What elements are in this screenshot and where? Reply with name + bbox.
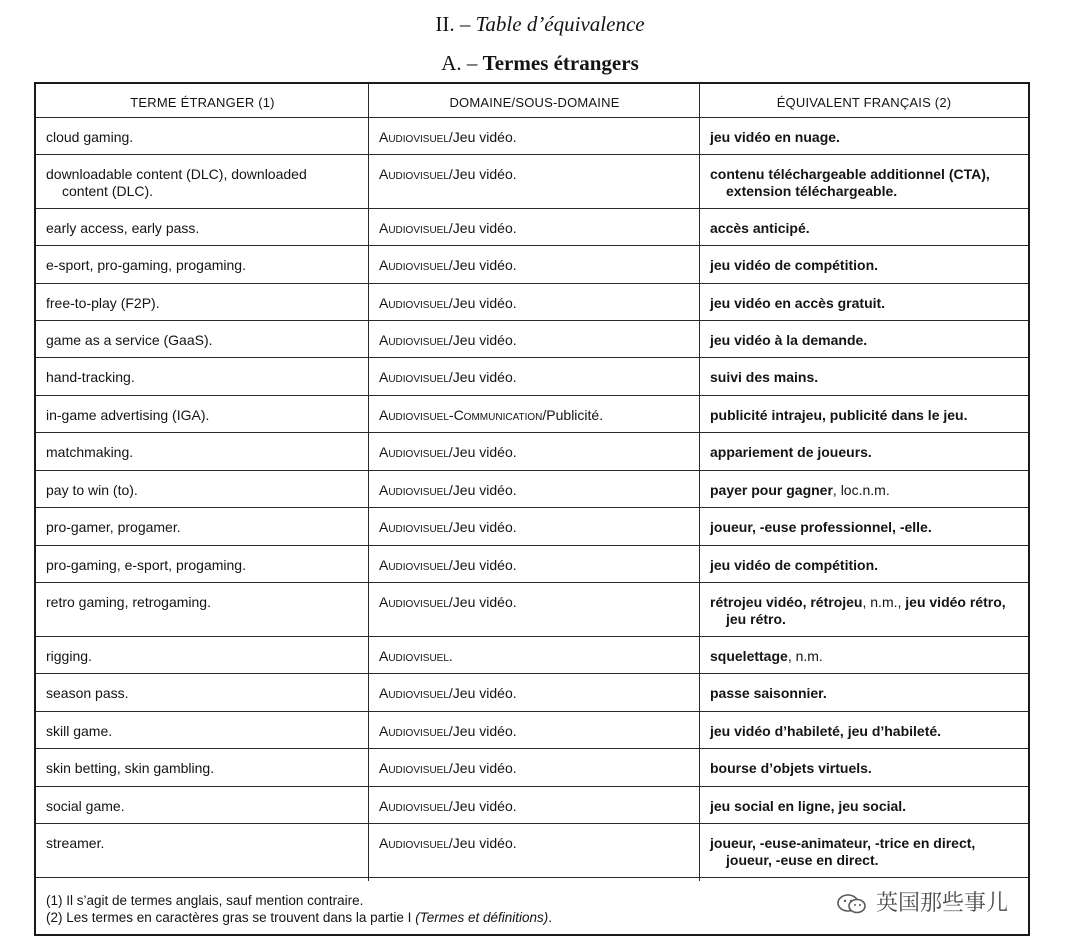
equivalent-cell xyxy=(700,711,1028,748)
equivalent-text: jeu vidéo à la demande. xyxy=(710,332,868,348)
equivalent-line xyxy=(710,685,1008,702)
equivalent-line xyxy=(710,835,1008,869)
equivalent-cell xyxy=(700,357,1028,395)
term-cell xyxy=(36,357,369,395)
domain-cell xyxy=(369,507,700,545)
table-row xyxy=(36,432,1028,471)
table-row xyxy=(36,117,1028,155)
table-row xyxy=(36,357,1028,396)
equivalent-cell xyxy=(700,320,1028,357)
equivalent-line xyxy=(710,295,1008,312)
table-row xyxy=(36,507,1028,546)
equivalent-text: joueur, -euse professionnel, -elle. xyxy=(710,519,932,535)
equivalent-cell xyxy=(700,208,1028,245)
term-text: streamer. xyxy=(46,835,105,851)
table-row xyxy=(36,823,1028,878)
equivalence-table xyxy=(34,82,1030,936)
equivalent-note: , n.m. xyxy=(787,648,823,664)
term-cell xyxy=(36,582,369,636)
term-text: free-to-play (F2P). xyxy=(46,295,160,311)
equivalent-line xyxy=(710,648,1008,665)
equivalent-text: publicité intrajeu, publicité dans le jeu. xyxy=(710,407,968,423)
footnote-2-end: . xyxy=(548,910,553,925)
term-text: early access, early pass. xyxy=(46,220,200,236)
equivalent-text-tail: jeu vidéo rétro, jeu rétro. xyxy=(726,594,1006,627)
equivalent-line xyxy=(710,798,1008,815)
term-text: in-game advertising (IGA). xyxy=(46,407,210,423)
equivalent-cell xyxy=(700,636,1028,673)
heading-prefix: II. – xyxy=(435,12,476,36)
term-cell xyxy=(36,470,369,507)
term-text: retro gaming, retrogaming. xyxy=(46,594,211,610)
term-cell xyxy=(36,283,369,320)
subdomain-text: . xyxy=(448,648,453,664)
footnote-2-italic: (Termes et définitions) xyxy=(415,910,549,925)
domain-cell xyxy=(369,470,700,507)
column-divider xyxy=(368,84,369,881)
equivalent-text: jeu social en ligne, jeu social. xyxy=(710,798,907,814)
term-cell xyxy=(36,711,369,748)
term-cell xyxy=(36,823,369,877)
heading-title: Table d’équivalence xyxy=(475,12,645,36)
term-text: pro-gaming, e-sport, progaming. xyxy=(46,557,246,573)
domain-text: Audiovisuel xyxy=(379,723,449,739)
domain-cell xyxy=(369,283,700,320)
equivalent-text: jeu vidéo en accès gratuit. xyxy=(710,295,886,311)
term-cell xyxy=(36,395,369,432)
table-header-row xyxy=(36,84,1028,118)
term-cell xyxy=(36,545,369,582)
domain-cell xyxy=(369,154,700,208)
equivalent-line xyxy=(710,220,1008,237)
equivalent-text: squelettage xyxy=(710,648,788,664)
domain-cell xyxy=(369,208,700,245)
domain-text: Audiovisuel xyxy=(379,594,449,610)
term-text: game as a service (GaaS). xyxy=(46,332,213,348)
equivalent-line xyxy=(710,557,1008,574)
equivalent-text: jeu vidéo de compétition. xyxy=(710,557,879,573)
term-cell xyxy=(36,320,369,357)
table-row xyxy=(36,470,1028,508)
section-heading xyxy=(0,12,1080,37)
equivalent-cell xyxy=(700,673,1028,711)
domain-cell xyxy=(369,395,700,432)
subdomain-text: /Jeu vidéo. xyxy=(448,557,517,573)
subdomain-text: /Jeu vidéo. xyxy=(448,220,517,236)
equivalent-line xyxy=(710,519,1008,536)
domain-text: Audiovisuel xyxy=(379,835,449,851)
domain-text: Audiovisuel xyxy=(379,332,449,348)
term-cell xyxy=(36,673,369,711)
subheading-title: Termes étrangers xyxy=(482,51,639,75)
domain-cell xyxy=(369,582,700,636)
column-header-equivalent: ÉQUIVALENT FRANÇAIS (2) xyxy=(776,95,952,110)
equivalent-line xyxy=(710,482,1008,499)
equivalent-line xyxy=(710,129,1008,146)
domain-text: Audiovisuel xyxy=(379,369,449,385)
equivalent-cell xyxy=(700,283,1028,320)
equivalent-cell xyxy=(700,748,1028,786)
equivalent-text: jeu vidéo de compétition. xyxy=(710,257,879,273)
term-cell xyxy=(36,208,369,245)
domain-cell xyxy=(369,673,700,711)
equivalent-text: jeu vidéo en nuage. xyxy=(710,129,840,145)
term-text: rigging. xyxy=(46,648,92,664)
table-row xyxy=(36,545,1028,583)
table-row xyxy=(36,154,1028,209)
domain-cell xyxy=(369,245,700,283)
table-row xyxy=(36,786,1028,824)
domain-text: Audiovisuel xyxy=(379,519,449,535)
equivalent-text: jeu vidéo d’habileté, jeu d’habileté. xyxy=(710,723,942,739)
term-text: skin betting, skin gambling. xyxy=(46,760,215,776)
domain-text: Audiovisuel xyxy=(379,129,449,145)
term-text: pay to win (to). xyxy=(46,482,138,498)
term-cell xyxy=(36,117,369,154)
equivalent-cell xyxy=(700,395,1028,432)
subdomain-text: /Jeu vidéo. xyxy=(448,482,517,498)
equivalent-cell xyxy=(700,154,1028,208)
equivalent-cell xyxy=(700,245,1028,283)
equivalent-line xyxy=(710,760,1008,777)
domain-text: Audiovisuel xyxy=(379,257,449,273)
equivalent-cell xyxy=(700,786,1028,823)
domain-cell xyxy=(369,823,700,877)
equivalent-text: joueur, -euse-animateur, -trice en direct, joueur, -euse en direct. xyxy=(710,835,976,868)
domain-text: Audiovisuel xyxy=(379,685,449,701)
subdomain-text: /Jeu vidéo. xyxy=(448,129,517,145)
equivalent-line xyxy=(710,444,1008,461)
equivalent-cell xyxy=(700,117,1028,154)
term-cell xyxy=(36,636,369,673)
domain-cell xyxy=(369,117,700,154)
domain-cell xyxy=(369,357,700,395)
watermark-text: 英国那些事儿 xyxy=(876,891,1009,916)
equivalent-cell xyxy=(700,582,1028,636)
domain-cell xyxy=(369,711,700,748)
term-text: matchmaking. xyxy=(46,444,134,460)
equivalent-text: bourse d’objets virtuels. xyxy=(710,760,872,776)
equivalent-text: contenu téléchargeable additionnel (CTA), extension téléchargeable. xyxy=(710,166,990,199)
term-text: hand-tracking. xyxy=(46,369,135,385)
table-row xyxy=(36,395,1028,433)
equivalent-line xyxy=(710,723,1008,740)
subdomain-text: /Jeu vidéo. xyxy=(448,685,517,701)
equivalent-text: payer pour gagner xyxy=(710,482,833,498)
term-text: e-sport, pro-gaming, progaming. xyxy=(46,257,246,273)
subdomain-text: /Publicité. xyxy=(542,407,604,423)
equivalent-text: appariement de joueurs. xyxy=(710,444,872,460)
domain-text: Audiovisuel xyxy=(379,220,449,236)
domain-cell xyxy=(369,432,700,470)
table-row xyxy=(36,283,1028,321)
subdomain-text: /Jeu vidéo. xyxy=(448,835,517,851)
equivalent-line xyxy=(710,257,1008,274)
domain-text: Audiovisuel xyxy=(379,166,449,182)
equivalent-line xyxy=(710,369,1008,386)
equivalent-line xyxy=(710,594,1008,628)
footnote-1: (1) Il s’agit de termes anglais, sauf mention contraire. xyxy=(46,893,364,908)
subdomain-text: /Jeu vidéo. xyxy=(448,295,517,311)
equivalent-note: , loc.n.m. xyxy=(832,482,890,498)
domain-cell xyxy=(369,786,700,823)
domain-text: Audiovisuel xyxy=(379,760,449,776)
term-cell xyxy=(36,154,369,208)
equivalent-text: accès anticipé. xyxy=(710,220,810,236)
equivalent-text: suivi des mains. xyxy=(710,369,819,385)
domain-text: Audiovisuel xyxy=(379,482,449,498)
subdomain-text: /Jeu vidéo. xyxy=(448,798,517,814)
table-row xyxy=(36,748,1028,787)
domain-text: Audiovisuel xyxy=(379,444,449,460)
subdomain-text: /Jeu vidéo. xyxy=(448,519,517,535)
domain-cell xyxy=(369,636,700,673)
column-divider xyxy=(699,84,700,881)
subdomain-text: /Jeu vidéo. xyxy=(448,332,517,348)
term-text: season pass. xyxy=(46,685,129,701)
footnote-2-text: (2) Les termes en caractères gras se trouvent dans la partie I xyxy=(46,910,416,925)
subdomain-text: /Jeu vidéo. xyxy=(448,594,517,610)
term-cell xyxy=(36,507,369,545)
watermark xyxy=(836,886,1008,917)
table-row xyxy=(36,711,1028,749)
table-row xyxy=(36,636,1028,674)
term-text: social game. xyxy=(46,798,125,814)
subdomain-text: /Jeu vidéo. xyxy=(448,369,517,385)
domain-cell xyxy=(369,545,700,582)
equivalent-note: , n.m., xyxy=(862,594,906,610)
table-row xyxy=(36,582,1028,637)
term-cell xyxy=(36,748,369,786)
equivalent-cell xyxy=(700,470,1028,507)
term-cell xyxy=(36,786,369,823)
equivalent-cell xyxy=(700,545,1028,582)
domain-cell xyxy=(369,320,700,357)
column-header-term: TERME ÉTRANGER (1) xyxy=(130,95,275,110)
term-text: pro-gamer, progamer. xyxy=(46,519,181,535)
domain-text: Audiovisuel xyxy=(379,557,449,573)
table-row xyxy=(36,245,1028,284)
subheading-prefix: A. – xyxy=(441,51,483,75)
equivalent-line xyxy=(710,407,1008,424)
table-row xyxy=(36,673,1028,712)
wechat-icon xyxy=(836,893,868,915)
equivalent-cell xyxy=(700,507,1028,545)
domain-text: Audiovisuel-Communication xyxy=(379,407,543,423)
domain-text: Audiovisuel xyxy=(379,648,449,664)
subdomain-text: /Jeu vidéo. xyxy=(448,257,517,273)
equivalent-cell xyxy=(700,823,1028,877)
subdomain-text: /Jeu vidéo. xyxy=(448,166,517,182)
table-row xyxy=(36,208,1028,246)
equivalent-line xyxy=(710,332,1008,349)
section-subheading xyxy=(0,51,1080,76)
equivalent-text: passe saisonnier. xyxy=(710,685,827,701)
table-row xyxy=(36,320,1028,358)
equivalent-text: rétrojeu vidéo, rétrojeu xyxy=(710,594,863,610)
domain-text: Audiovisuel xyxy=(379,295,449,311)
term-cell xyxy=(36,245,369,283)
term-cell xyxy=(36,432,369,470)
domain-cell xyxy=(369,748,700,786)
equivalent-cell xyxy=(700,432,1028,470)
column-header-domain: DOMAINE/SOUS-DOMAINE xyxy=(449,95,620,110)
footnote-2 xyxy=(46,910,552,925)
term-text: skill game. xyxy=(46,723,113,739)
domain-text: Audiovisuel xyxy=(379,798,449,814)
subdomain-text: /Jeu vidéo. xyxy=(448,723,517,739)
term-text: downloadable content (DLC), downloaded content (DLC). xyxy=(46,166,307,199)
equivalent-line xyxy=(710,166,1008,200)
subdomain-text: /Jeu vidéo. xyxy=(448,444,517,460)
term-text: cloud gaming. xyxy=(46,129,134,145)
subdomain-text: /Jeu vidéo. xyxy=(448,760,517,776)
